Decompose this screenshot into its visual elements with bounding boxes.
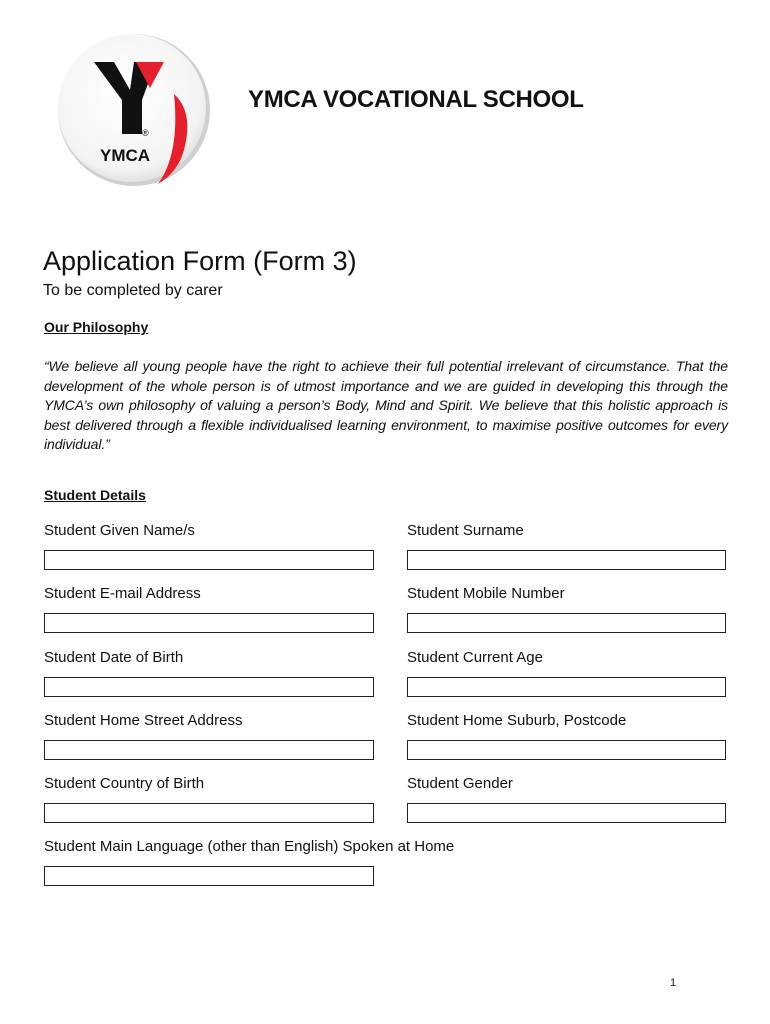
age-field[interactable] [407, 677, 726, 697]
gender-field[interactable] [407, 803, 726, 823]
ymca-logo-graphic [56, 32, 216, 192]
form-title: Application Form (Form 3) [43, 246, 357, 276]
main-language-field[interactable] [44, 866, 374, 886]
dob-field[interactable] [44, 677, 374, 697]
suburb-postcode-label: Student Home Suburb, Postcode [407, 712, 627, 729]
main-language-label: Student Main Language (other than English) Spoken at Home [44, 838, 455, 855]
email-label: Student E-mail Address [44, 585, 201, 602]
email-field[interactable] [44, 613, 374, 633]
dob-label: Student Date of Birth [44, 649, 184, 666]
street-address-label: Student Home Street Address [44, 712, 243, 729]
page-number: 1 [670, 977, 677, 989]
country-of-birth-label: Student Country of Birth [44, 775, 205, 792]
age-label: Student Current Age [407, 649, 543, 666]
suburb-postcode-field[interactable] [407, 740, 726, 760]
mobile-field[interactable] [407, 613, 726, 633]
given-names-field[interactable] [44, 550, 374, 570]
logo-registered-mark: ® [142, 128, 149, 138]
ymca-logo [56, 32, 216, 192]
form-subtitle: To be completed by carer [43, 282, 223, 299]
philosophy-text: “We believe all young people have the right to achieve their full potential irrelevant of circumstance. That the development of the whole person is of utmost importance and we are guided in developing this through the YMCA’s own philosophy of valuing a person’s Body, Mind and Spirit. We believe that this holistic approach is best delivered through a flexible individualised learning environment, to maximise positive outcomes for every individual.” [44, 358, 728, 452]
mobile-label: Student Mobile Number [407, 585, 565, 602]
street-address-field[interactable] [44, 740, 374, 760]
gender-label: Student Gender [407, 775, 513, 792]
school-title: YMCA VOCATIONAL SCHOOL [248, 86, 584, 113]
logo-wordmark: YMCA [100, 146, 151, 165]
student-details-heading: Student Details [44, 487, 146, 503]
surname-field[interactable] [407, 550, 726, 570]
surname-label: Student Surname [407, 522, 524, 539]
philosophy-heading: Our Philosophy [44, 319, 149, 335]
given-names-label: Student Given Name/s [44, 522, 195, 539]
country-of-birth-field[interactable] [44, 803, 374, 823]
